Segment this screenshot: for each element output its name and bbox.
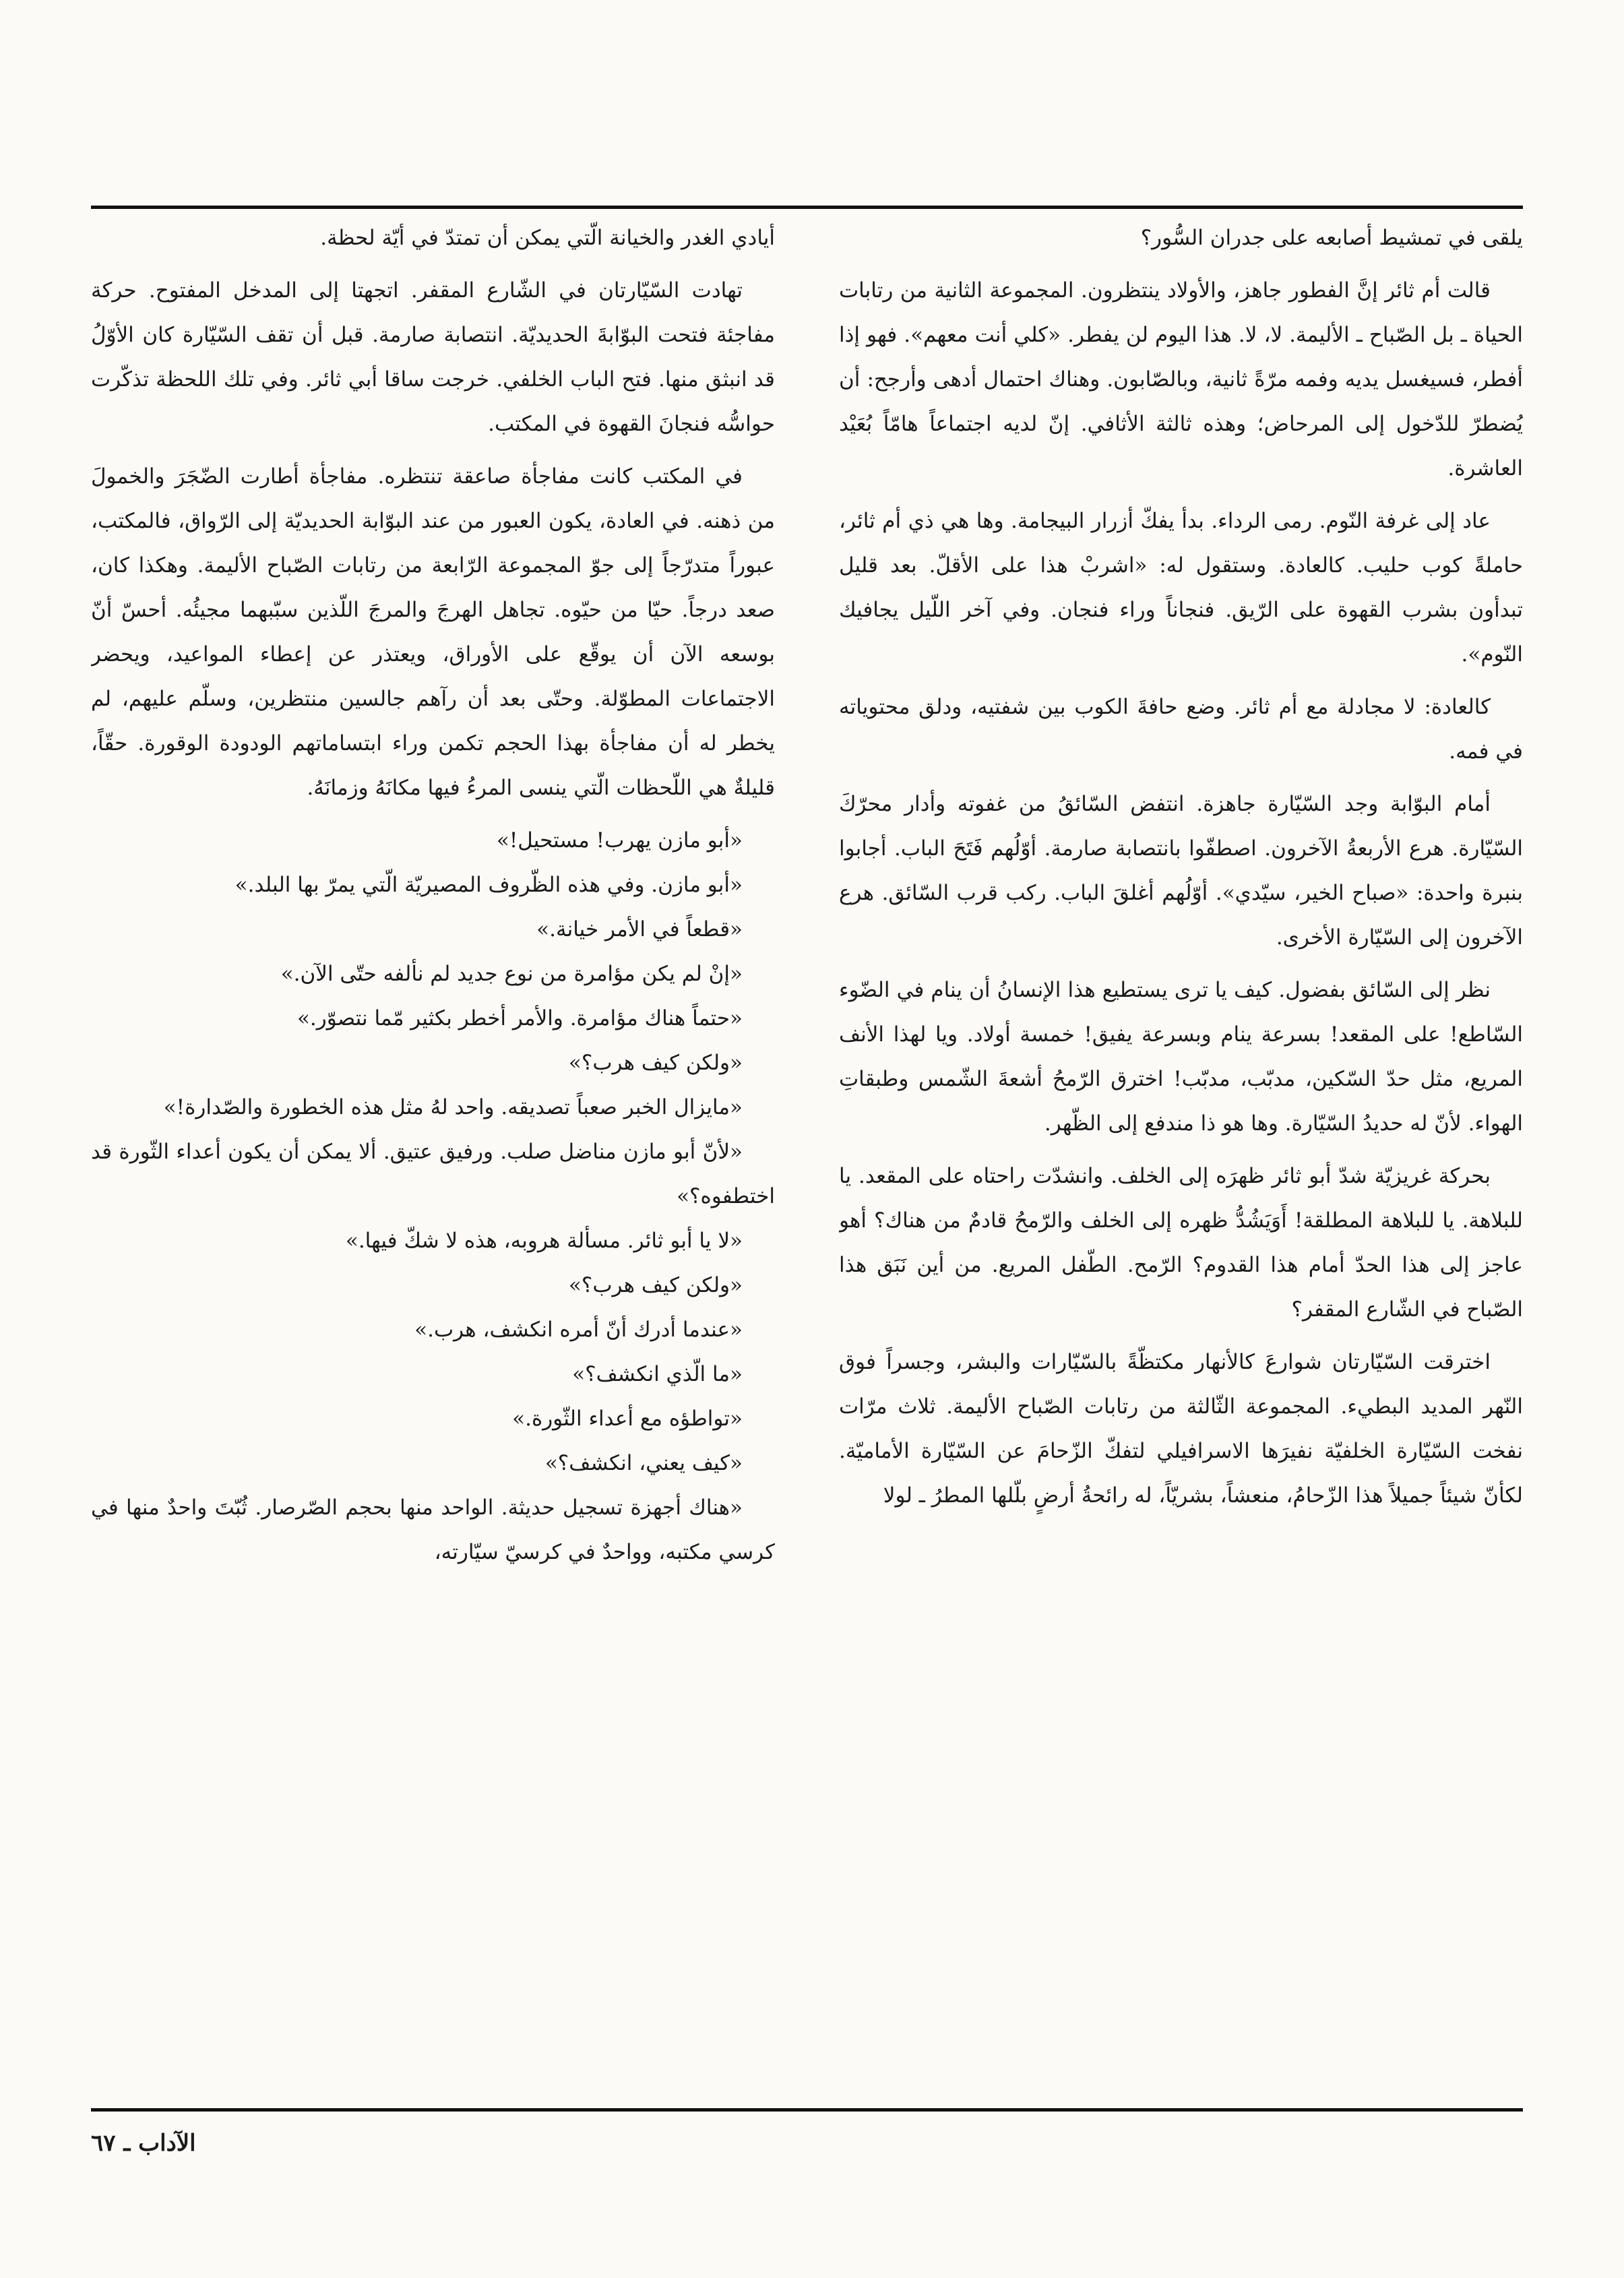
paragraph: اخترقت السّيّارتان شوارعَ كالأنهار مكتظّةً بالسّيّارات والبشر، وجسراً فوق النّهر المديد البطيء. المجموعة الثّالثة من رتابات الصّباح الأليمة. ثلاث مرّات نفخت السّيّارة الخلفيّة نفيرَها الاسرافيلي لتفكّ الزّحامَ عن السّيّارة الأماميّة. لكأنّ شيئاً جميلاً هذا الزّحامُ، منعشاً، بشريّاً، له رائحةُ أرضٍ بلّلها المطرُ ـ لولا [839,1350,1523,1508]
paragraph: أيادي الغدر والخيانة الّتي يمكن أن تمتدّ في أيّة لحظة. [320,226,775,250]
paragraph: قالت أم ثائر إنَّ الفطور جاهز، والأولاد ينتظرون. المجموعة الثانية من رتابات الحياة ـ بل الصّباح ـ الأليمة. لا، لا. هذا اليوم لن يفطر. «كلي أنت معهم». فهو إذا أفطر، فسيغسل يديه وفمه مرّةً ثانية، وبالصّابون. وهناك احتمال أدهى وأرجح: أن يُضطرّ للدّخول إلى المرحاض؛ وهذه ثالثة الأثافي. إنّ لديه اجتماعاً هامّاً بُعَيْد العاشرة. [839,278,1523,481]
paragraph: «لأنّ أبو مازن مناضل صلب. ورفيق عتيق. ألا يمكن أن يكون أعداء الثّورة قد اختطفوه؟» [91,1140,775,1208]
paragraph: «ولكن كيف هرب؟» [568,1051,743,1075]
paragraph: «كيف يعني، انكشف؟» [544,1451,743,1475]
paragraph: «حتماً هناك مؤامرة. والأمر أخطر بكثير مّما نتصوّر.» [296,1006,743,1030]
paragraph: كالعادة: لا مجادلة مع أم ثائر. وضع حافةَ الكوب بين شفتيه، ودلق محتوياته في فمه. [839,695,1523,764]
paragraph: تهادت السّيّارتان في الشّارع المقفر. اتجهتا إلى المدخل المفتوح. حركة مفاجئة فتحت البوّابةَ الحديديّة. انتصابة صارمة. قبل أن تقف السّيّارة كان الأوّلُ قد انبثق منها. فتح الباب الخلفي. خرجت ساقا أبي ثائر. وفي تلك اللحظة تذكّرت حواسُّه فنجانَ القهوة في المكتب. [91,278,775,436]
paragraph: نظر إلى السّائق بفضول. كيف يا ترى يستطيع هذا الإنسانُ أن ينام في الضّوء السّاطع! على المقعد! بسرعة ينام وبسرعة يفيق! خمسة أولاد. ويا لهذا الأنف المريع، مثل حدّ السّكين، مدبّب، مدبّب! اخترق الرّمحُ أشعةَ الشّمس وطبقاتِ الهواء. لأنّ له حديدُ السّيّارة. وها هو ذا مندفع إلى الظّهر. [839,978,1523,1136]
paragraph: «ما الّذي انكشف؟» [572,1362,743,1386]
paragraph: «أبو مازن. وفي هذه الظّروف المصيريّة الّتي يمرّ بها البلد.» [235,873,743,897]
top-rule [91,206,1523,209]
paragraph: بحركة غريزيّة شدّ أبو ثائر ظهرَه إلى الخلف. وانشدّت راحتاه على المقعد. يا للبلاهة. يا للبلاهة المطلقة! أَوَيَشُدُّ ظهره إلى الخلف والرّمحُ قادمٌ من هناك؟ أهو عاجز إلى هذا الحدّ أمام هذا القدوم؟ الرّمح. الطّفل المريع. من أين نَبَق هذا الصّباح في الشّارع المقفر؟ [839,1164,1523,1322]
paragraph: «لا يا أبو ثائر. مسألة هروبه، هذه لا شكّ فيها.» [345,1229,743,1253]
right-column [839,216,1523,2103]
paragraph: في المكتب كانت مفاجأة صاعقة تنتظره. مفاجأة أطارت الضّجَرَ والخمولَ من ذهنه. في العادة، يكون العبور من عند البوّابة الحديديّة إلى الرّواق، فالمكتب، عبوراً متدرّجاً إلى جوّ المجموعة الرّابعة من رتابات الصّباح الأليمة. وهكذا كان، صعد درجاً. حيّا من حيّوه. تجاهل الهرجَ والمرجَ اللّذين سبّبهما مجيئُه. أحسّ أنّ بوسعه الآن أن يوقّع على الأوراق، ويعتذر عن إعطاء المواعيد، ويحضر الاجتماعات المطوّلة. وحتّى بعد أن رآهم جالسين منتظرين، وسلّم عليهم، لم يخطر له أن مفاجأة بهذا الحجم تكمن وراء ابتساماتهم الودودة الوقورة. حقّاً، قليلةٌ هي اللّحظات الّتي ينسى المرءُ فيها مكانَهُ وزمانَهُ. [91,464,775,800]
paragraph: «إنْ لم يكن مؤامرة من نوع جديد لم نألفه حتّى الآن.» [280,962,743,986]
paragraph: «هناك أجهزة تسجيل حديثة. الواحد منها بحجم الصّرصار. ثُبّتَ واحدٌ منها في كرسي مكتبه، وواحدٌ في كرسيّ سيّارته، [91,1496,775,1564]
paragraph: «ولكن كيف هرب؟» [568,1273,743,1297]
paragraph: يلقى في تمشيط أصابعه على جدران السُّور؟ [1140,226,1523,250]
bottom-rule [91,2108,1523,2112]
page-footer: الآداب ـ ٦٧ [91,2130,196,2157]
left-column [91,216,775,2103]
paragraph: «قطعاً في الأمر خيانة.» [536,917,743,942]
paragraph: «أبو مازن يهرب! مستحيل!» [496,828,743,853]
paragraph: «تواطؤه مع أعداء الثّورة.» [512,1407,743,1431]
paragraph: «عندما أدرك أنّ أمره انكشف، هرب.» [414,1318,743,1342]
paragraph: عاد إلى غرفة النّوم. رمى الرداء. بدأ يفكّ أزرار البيجامة. وها هي ذي أم ثائر، حاملةً كوب حليب. كالعادة. وستقول له: «اشربْ هذا على الأقلّ. بعد قليل تبدأون بشرب القهوة على الرّيق. فنجاناً وراء فنجان. وفي آخر اللّيل يجافيك النّوم». [839,509,1523,667]
paragraph: أمام البوّابة وجد السّيّارة جاهزة. انتفض السّائقُ من غفوته وأدار محرّكَ السّيّارة. هرع الأربعةُ الآخرون. اصطفّوا بانتصابة صارمة. أوّلُهم فَتَحَ الباب. أجابوا بنبرة واحدة: «صباح الخير، سيّدي». أوّلُهم أغلقَ الباب. ركب قرب السّائق. هرع الآخرون إلى السّيّارة الأخرى. [839,792,1523,950]
paragraph: «مايزال الخبر صعباً تصديقه. واحد لهُ مثل هذه الخطورة والصّدارة!» [163,1095,743,1119]
